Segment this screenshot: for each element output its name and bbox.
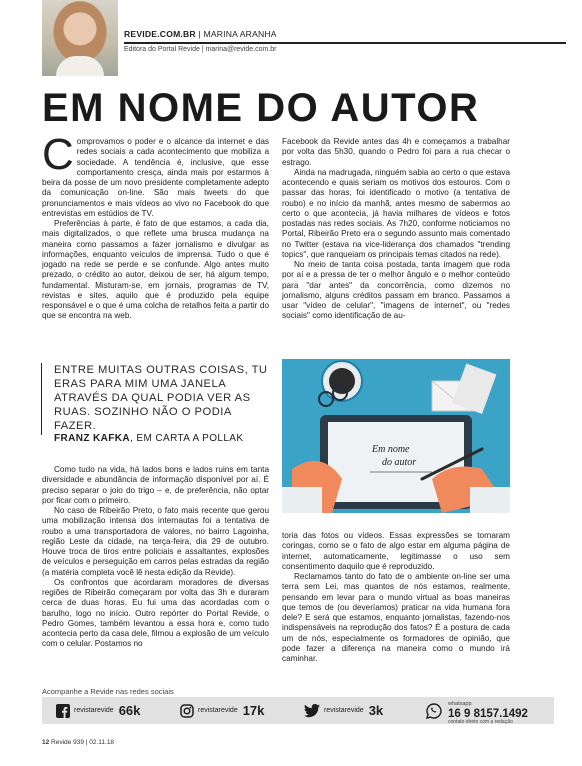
whatsapp-number: 16 9 8157.1492 (448, 708, 528, 720)
paragraph: Como tudo na vida, há lados bons e lados ruins em tanta diversidade e abundância de informação disponível por aí. É preciso separar o joio do trigo – e, de preferência, não optar por ficar com o primeiro. (42, 465, 269, 505)
quote-text: ENTRE MUITAS OUTRAS COISAS, TU ERAS PARA MIM UMA JANELA ATRAVÉS DA QUAL PODIA VER AS RUAS. SOZINHO NÃO O PODIA FAZER. (54, 364, 268, 432)
paragraph: Facebook da Revide antes das 4h e começamos a trabalhar por volta das 5h30, quando o Pedro foi para a rua checar o estrago. (282, 137, 510, 167)
author-role: Editora do Portal Revide | marina@revide.com.br (124, 46, 277, 53)
column-1-top (42, 130, 269, 322)
twitter-handle: revistarevide (324, 707, 364, 714)
paragraph: Os confrontos que acordaram moradores de diversas regiões de Ribeirão começaram por volta das 3h e duraram cerca de duas horas. Eu fui uma das acordadas com o barulho, logo no início. Outro repórter do Portal Revide, o Pedro Gomes, também levantou a essa hora e, como tudo acontecia perto da casa dele, filmou a explosão de um veículo com o celular. Postamos no (42, 577, 269, 649)
follow-text: Acompanhe a Revide nas redes sociais (42, 687, 174, 696)
whatsapp-sub: contato direto com a redação (448, 719, 513, 725)
author-photo (42, 0, 118, 76)
paragraph: toria das fotos ou vídeos. Essas expressões se tornaram coringas, como se o fato de algo estar em alguma página de internet, automaticamente, legitimasse o uso sem consentimento daquilo que é reproduzido. (282, 531, 510, 571)
instagram-icon (180, 704, 194, 718)
illustration-text-1: Em nome (372, 444, 410, 455)
quote-attribution: FRANZ KAFKA, EM CARTA A POLLAK (54, 433, 244, 444)
paragraph: Ainda na madrugada, ninguém sabia ao certo o que estava acontecendo e quais seriam os motivos dos estouros. Com o passar das horas, foi identificado o motivo (a tentativa de roubo) e no início da manhã, antes mesmo de sabermos ao certo o que acontecia, já havia milhares de vídeos e fotos postadas nas redes sociais. As 7h20, conforme noticiamos no Portal, Ribeirão Preto era o segundo assunto mais comentado no Twitter (estava na vice-liderança dos chamados "trending topics", que ranqueiam os principais temas citados na rede). (282, 167, 510, 259)
drop-cap: C (42, 130, 74, 179)
pull-quote (41, 363, 269, 444)
facebook-handle: revistarevide (74, 707, 114, 714)
column-2-top (282, 137, 510, 322)
column-1-bottom (42, 465, 269, 650)
twitter-link[interactable] (304, 697, 383, 724)
paragraph: Preferências à parte, é fato de que estamos, a cada dia, mais digitalizados, o que reflete uma brusca mudança na maneira como passamos a fazer jornalismo e divulgar as informações, enquanto veículos de imprensa. Tudo o que é jogado na rede se perde e se confunde. Algo antes muito prezado, o crédito ao autor, deixou de ser, há algum tempo, fundamental. Misturam-se, em jornais, programas de TV, revistas e sites, aquilo que é produzido pela equipe responsável e o que é uma colcha de retalhos feita a partir do que se encontra na web. (42, 219, 269, 321)
author-name: MARINA ARANHA (203, 29, 277, 39)
page-title: EM NOME DO AUTOR (42, 86, 480, 130)
illustration (282, 359, 510, 513)
paragraph: Reclamamos tanto do fato de o ambiente on-line ser uma terra sem Lei, mas quantos de nós estamos, realmente, pensando em levar para o mundo virtual as boas maneiras que temos de (ou deveríamos) praticar na vida humana fora dele? E será que estamos, enquanto jornalistas, fazendo-nos indispensáveis na reprodução dos fatos? É a postura de cada um de nós, especialmente os formadores de opinião, que pode fazer a diferença na maneira como o mundo irá caminhar. (282, 572, 510, 663)
whatsapp-label: whatsapp (448, 701, 472, 707)
instagram-count: 17k (242, 703, 265, 718)
facebook-count: 66k (118, 703, 141, 718)
instagram-link[interactable] (180, 697, 264, 724)
issue-info: Revide 939 | 02.11.18 (51, 739, 115, 746)
facebook-link[interactable] (56, 697, 140, 724)
author-byline (124, 29, 277, 39)
column-2-bottom (282, 531, 510, 664)
paragraph: No meio de tanta coisa postada, tanta imagem que roda por aí e a pressa de ter o melhor ângulo e o melhor conteúdo para "dar antes" da concorrência, como dizemos no jornalismo, alguns créditos passam em branco. Passamos a usar "vídeo de celular", "imagens de internet", ou "redes sociais" como identificação de au- (282, 260, 510, 321)
page-number: 12 (42, 739, 50, 746)
byline-separator: | (198, 29, 201, 39)
illustration-text-2: do autor (382, 457, 417, 468)
paragraph: Comprovamos o poder e o alcance da internet e das redes sociais a cada acontecimento que mobiliza a sociedade. A tendência é, inclusive, que esse comportamento cresça, ainda mais por estarmos à beira da posse de um novo presidente completamente adepto da comunicação on-line. São mais tweets do que pronunciamentos e mais vídeos ao vivo no Facebook do que entrevistas em estúdios de TV. (42, 130, 269, 218)
paragraph: No caso de Ribeirão Preto, o fato mais recente que gerou uma mobilização intensa dos internautas foi a tentativa de roubo a uma transportadora de valores, no bairro Lagoinha, região Leste da cidade, na terça-feira, dia 29 de outubro. Houve troca de tiros entre policiais e assaltantes, explosões de veículos e perseguição em carros pelas estradas da região (a matéria completa você lê nesta edição da Revide). (42, 506, 269, 577)
whatsapp-icon (426, 703, 442, 719)
whatsapp-link[interactable] (426, 697, 442, 724)
page-footer (42, 739, 114, 746)
twitter-count: 3k (368, 703, 384, 718)
site-name: REVIDE.COM.BR (124, 29, 196, 39)
instagram-handle: revistarevide (198, 707, 238, 714)
facebook-icon (56, 704, 70, 718)
header-rule (124, 42, 566, 44)
twitter-icon (304, 704, 320, 718)
